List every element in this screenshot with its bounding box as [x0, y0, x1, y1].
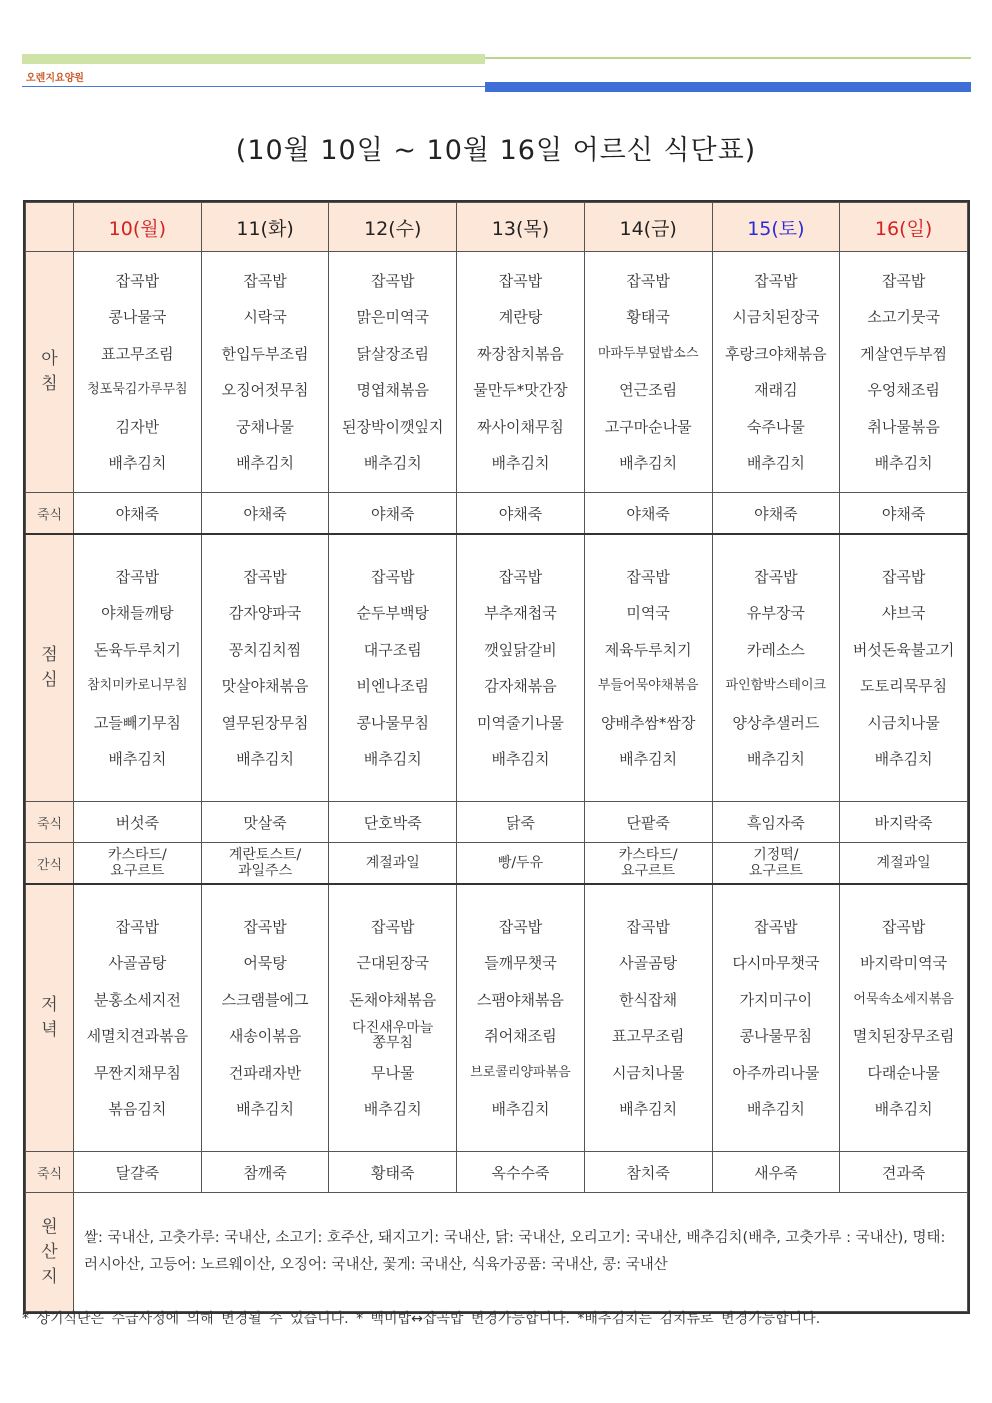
menu-item: 콩나물무침	[356, 713, 429, 732]
menu-item: 표고무조림	[611, 1027, 685, 1045]
breakfast_porridge-cell: 야채죽	[329, 493, 457, 535]
footnote: * 상기식단은 수급사정에 의해 변경될 수 있습니다. * 백미밥↔잡곡밥 변경가능합니다. *배추김치는 김치류로 변경가능합니다.	[22, 1311, 821, 1327]
menu-item: 배추김치	[363, 454, 422, 472]
menu-item: 근대된장국	[356, 954, 429, 972]
menu-item: 잡곡밥	[371, 917, 415, 936]
menu-item: 비엔나조림	[356, 677, 429, 695]
breakfast-cell	[840, 252, 968, 493]
menu-item: 돈육두루치기	[93, 640, 181, 659]
menu-item: 배추김치	[619, 454, 678, 472]
dinner-cell	[201, 884, 329, 1152]
lunch_porridge-cell: 바지락죽	[840, 802, 968, 843]
dinner-cell	[584, 884, 712, 1152]
menu-item: 잡곡밥	[881, 567, 926, 586]
day-header: 15(토)	[712, 203, 840, 252]
menu-item: 다래순나물	[867, 1063, 940, 1082]
dinner-cell	[457, 884, 585, 1152]
menu-item: 미역줄기나물	[476, 713, 564, 732]
dinner_porridge-cell: 황태죽	[329, 1152, 457, 1193]
day-header: 10(월)	[74, 203, 202, 252]
breakfast_porridge-cell: 야채죽	[584, 493, 712, 535]
menu-item: 잡곡밥	[243, 917, 287, 936]
menu-item: 고들빼기무침	[93, 713, 181, 732]
menu-item: 잡곡밥	[626, 271, 670, 290]
dinner_porridge-cell: 견과죽	[840, 1152, 968, 1193]
snack-cell	[201, 843, 329, 885]
menu-item: 잡곡밥	[754, 567, 798, 586]
menu-item: 다진새우마늘 쫑무침	[352, 1020, 434, 1052]
lunch-cell	[840, 534, 968, 802]
menu-item: 잡곡밥	[115, 271, 160, 290]
menu-item: 제육두루치기	[604, 640, 692, 659]
menu-item: 잡곡밥	[754, 271, 798, 290]
origin-row	[26, 1193, 968, 1312]
menu-item: 부추재첩국	[484, 604, 557, 622]
breakfast_porridge-row	[26, 493, 968, 535]
menu-item: 물만두*맛간장	[473, 381, 568, 399]
menu-item: 배추김치	[746, 1100, 805, 1118]
menu-item: 맑은미역국	[356, 308, 429, 326]
menu-item: 도토리묵무침	[860, 677, 948, 695]
breakfast-cell	[74, 252, 202, 493]
menu-item: 배추김치	[236, 454, 295, 472]
menu-table	[23, 200, 970, 1314]
menu-item: 한식잡채	[619, 990, 678, 1009]
menu-item: 깻잎닭갈비	[484, 640, 557, 659]
corner-cell	[26, 203, 74, 252]
menu-item: 취나물볶음	[867, 417, 940, 436]
menu-item: 감자채볶음	[484, 677, 557, 695]
lunch-cell	[201, 534, 329, 802]
menu-item: 배추김치	[746, 454, 805, 472]
menu-item: 분홍소세지전	[93, 990, 181, 1009]
lunch_porridge-cell: 단팥죽	[584, 802, 712, 843]
menu-item: 어묵탕	[243, 954, 287, 972]
menu-item: 배추김치	[236, 750, 295, 768]
breakfast-cell	[712, 252, 840, 493]
menu-item: 잡곡밥	[371, 567, 415, 586]
lunch_porridge-cell: 단호박죽	[329, 802, 457, 843]
row-label-dinner: 저 녁	[26, 884, 74, 1152]
menu-item: 명엽채볶음	[356, 381, 429, 399]
row-label-origin: 원 산 지	[26, 1193, 74, 1312]
row-label-breakfast: 아 침	[26, 252, 74, 493]
menu-item: 배추김치	[236, 1100, 295, 1118]
lunch_porridge-cell: 닭죽	[457, 802, 585, 843]
menu-item: 잡곡밥	[881, 917, 926, 936]
menu-item: 시금치나물	[611, 1063, 685, 1082]
snack-item: 계란토스트/	[228, 847, 302, 863]
menu-item: 김자반	[115, 417, 160, 436]
menu-item: 잡곡밥	[371, 271, 415, 290]
menu-item: 미역국	[626, 604, 670, 622]
header-green-bar	[22, 54, 485, 64]
menu-item: 꽁치김치찜	[228, 640, 302, 659]
menu-item: 멸치된장무조림	[852, 1027, 955, 1045]
snack-item: 계절과일	[876, 855, 931, 871]
menu-item: 잡곡밥	[243, 567, 287, 586]
snack-item: 요구르트	[110, 863, 165, 879]
menu-item: 배추김치	[491, 750, 550, 768]
menu-item: 시락국	[243, 308, 287, 326]
menu-item: 계란탕	[498, 308, 543, 326]
menu-item: 배추김치	[619, 1100, 678, 1118]
snack-item: 카스타드/	[618, 847, 678, 863]
menu-item: 스크램블에그	[221, 990, 309, 1009]
menu-item: 순두부백탕	[356, 604, 429, 622]
menu-item: 어묵속소세지볶음	[853, 991, 954, 1007]
row-label-snack: 간식	[26, 843, 74, 885]
menu-item: 양상추샐러드	[732, 713, 820, 732]
menu-item: 참치미카로니무침	[87, 678, 188, 693]
menu-item: 마파두부덮밥소스	[597, 345, 699, 361]
snack-cell	[840, 843, 968, 885]
menu-item: 열무된장무침	[221, 713, 309, 732]
snack-item: 기정떡/	[753, 847, 799, 863]
snack-cell	[457, 843, 585, 885]
dinner_porridge-cell: 참치죽	[584, 1152, 712, 1193]
menu-item: 돈채야채볶음	[349, 990, 437, 1009]
day-header: 11(화)	[201, 203, 329, 252]
snack-item: 카스타드/	[107, 847, 167, 863]
menu-item: 시금치나물	[867, 713, 940, 732]
snack-cell	[74, 843, 202, 885]
lunch-cell	[329, 534, 457, 802]
snack-cell	[712, 843, 840, 885]
day-header-row	[26, 203, 968, 252]
snack-item: 요구르트	[621, 863, 676, 879]
dinner_porridge-cell: 참깨죽	[201, 1152, 329, 1193]
menu-item: 무나물	[371, 1063, 415, 1082]
menu-item: 우엉채조림	[867, 381, 940, 399]
menu-item: 대구조림	[363, 640, 422, 659]
dinner-cell	[329, 884, 457, 1152]
menu-item: 후랑크야채볶음	[725, 344, 827, 363]
menu-item: 배추김치	[363, 750, 422, 768]
menu-item: 배추김치	[491, 1100, 550, 1118]
menu-item: 배추김치	[108, 750, 167, 768]
breakfast_porridge-cell: 야채죽	[201, 493, 329, 535]
menu-item: 잡곡밥	[498, 567, 543, 586]
menu-item: 콩나물국	[108, 308, 167, 326]
menu-item: 쥐어채조림	[484, 1027, 557, 1045]
snack-row	[26, 843, 968, 885]
lunch-cell	[457, 534, 585, 802]
snack-cell	[329, 843, 457, 885]
menu-item: 사골곰탕	[108, 954, 167, 972]
row-label-porridge: 죽식	[26, 802, 74, 843]
row-label-porridge: 죽식	[26, 1152, 74, 1193]
dinner_porridge-cell: 옥수수죽	[457, 1152, 585, 1193]
snack-item: 과일주스	[238, 863, 293, 879]
menu-item: 맛살야채볶음	[221, 677, 309, 695]
lunch_porridge-cell: 맛살죽	[201, 802, 329, 843]
snack-item: 계절과일	[365, 855, 420, 871]
menu-item: 건파래자반	[228, 1063, 302, 1082]
menu-item: 고구마순나물	[604, 417, 692, 436]
header-blue-line	[22, 86, 485, 87]
dinner-cell	[712, 884, 840, 1152]
menu-item: 잡곡밥	[115, 567, 160, 586]
menu-item: 배추김치	[874, 750, 933, 768]
menu-item: 버섯돈육불고기	[852, 640, 955, 659]
header-blue-bar	[485, 82, 971, 92]
menu-item: 콩나물무침	[739, 1027, 813, 1045]
page-title: (10월 10일 ~ 10월 16일 어르신 식단표)	[235, 135, 757, 166]
menu-item: 표고무조림	[101, 344, 174, 363]
menu-item: 짜장참치볶음	[476, 344, 564, 363]
menu-item: 바지락미역국	[860, 954, 948, 972]
header-green-line	[485, 57, 971, 59]
row-label-porridge: 죽식	[26, 493, 74, 535]
lunch-row	[26, 534, 968, 802]
menu-item: 잡곡밥	[881, 271, 926, 290]
menu-item: 잡곡밥	[115, 917, 160, 936]
header-logo: 오렌지요양원	[26, 73, 84, 84]
menu-item: 재래김	[754, 381, 798, 399]
menu-item: 카레소스	[746, 640, 805, 659]
menu-item: 오징어젓무침	[221, 381, 309, 399]
menu-item: 볶음김치	[108, 1100, 167, 1118]
menu-item: 짜사이채무침	[476, 417, 564, 436]
snack-cell	[584, 843, 712, 885]
menu-item: 숙주나물	[746, 417, 805, 436]
day-header: 12(수)	[329, 203, 457, 252]
origin-text: 쌀: 국내산, 고춧가루: 국내산, 소고기: 호주산, 돼지고기: 국내산, 닭: 국내산, 오리고기: 국내산, 배추김치(배추, 고춧가루 : 국내산), 명태: 러시아산, 고등어: 노르웨이산, 오징어: 국내산, 꽃게: 국내산, 식육가공품: 국내산, 콩: 국내산	[74, 1193, 968, 1312]
day-header: 16(일)	[840, 203, 968, 252]
menu-item: 연근조림	[619, 381, 678, 399]
menu-item: 시금치된장국	[732, 308, 820, 326]
menu-item: 감자양파국	[228, 604, 302, 622]
breakfast-row	[26, 252, 968, 493]
dinner-row	[26, 884, 968, 1152]
menu-item: 잡곡밥	[243, 271, 287, 290]
lunch-cell	[74, 534, 202, 802]
menu-item: 부들어묵야채볶음	[597, 678, 699, 693]
lunch_porridge-cell: 버섯죽	[74, 802, 202, 843]
dinner_porridge-cell: 달걀죽	[74, 1152, 202, 1193]
day-header: 14(금)	[584, 203, 712, 252]
dinner_porridge-row	[26, 1152, 968, 1193]
menu-item: 닭살장조림	[356, 344, 429, 363]
menu-item: 잡곡밥	[626, 917, 670, 936]
menu-item: 새송이볶음	[228, 1027, 302, 1045]
lunch-cell	[584, 534, 712, 802]
menu-item: 한입두부조림	[221, 344, 309, 363]
menu-item: 무짠지채무침	[93, 1063, 181, 1082]
menu-item: 샤브국	[881, 604, 926, 622]
menu-item: 청포묵김가루무침	[87, 382, 188, 397]
menu-item: 가지미구이	[739, 990, 813, 1009]
snack-item: 빵/두유	[497, 855, 544, 871]
dinner-cell	[840, 884, 968, 1152]
breakfast-cell	[201, 252, 329, 493]
menu-item: 브로콜리양파볶음	[470, 1064, 571, 1080]
menu-item: 배추김치	[746, 750, 805, 768]
menu-item: 소고기뭇국	[867, 308, 940, 326]
menu-item: 된장박이깻잎지	[342, 417, 444, 436]
day-header: 13(목)	[457, 203, 585, 252]
menu-item: 배추김치	[108, 454, 167, 472]
menu-item: 다시마무챗국	[732, 954, 820, 972]
menu-item: 잡곡밥	[626, 567, 670, 586]
menu-item: 사골곰탕	[619, 954, 678, 972]
menu-item: 배추김치	[619, 750, 678, 768]
row-label-lunch: 점 심	[26, 534, 74, 802]
lunch-cell	[712, 534, 840, 802]
menu-item: 황태국	[626, 308, 670, 326]
menu-item: 양배추쌈*쌈장	[600, 713, 696, 732]
menu-item: 잡곡밥	[498, 917, 543, 936]
lunch_porridge-cell: 흑임자죽	[712, 802, 840, 843]
menu-item: 세멸치견과볶음	[86, 1027, 189, 1045]
menu-item: 유부장국	[746, 604, 805, 622]
menu-item: 파인함박스테이크	[725, 678, 827, 693]
breakfast_porridge-cell: 야채죽	[712, 493, 840, 535]
lunch_porridge-row	[26, 802, 968, 843]
dinner-cell	[74, 884, 202, 1152]
menu-item: 아주까리나물	[732, 1063, 820, 1082]
menu-item: 잡곡밥	[498, 271, 543, 290]
menu-item: 배추김치	[874, 454, 933, 472]
dinner_porridge-cell: 새우죽	[712, 1152, 840, 1193]
menu-item: 배추김치	[491, 454, 550, 472]
menu-item: 배추김치	[874, 1100, 933, 1118]
snack-item: 요구르트	[748, 863, 803, 879]
menu-item: 궁채나물	[236, 417, 295, 436]
breakfast_porridge-cell: 야채죽	[74, 493, 202, 535]
menu-item: 게살연두부찜	[860, 344, 948, 363]
breakfast-cell	[457, 252, 585, 493]
breakfast-cell	[584, 252, 712, 493]
menu-item: 스팸야채볶음	[476, 990, 564, 1009]
breakfast-cell	[329, 252, 457, 493]
menu-item: 야채들깨탕	[101, 604, 174, 622]
menu-item: 배추김치	[363, 1100, 422, 1118]
menu-item: 들깨무챗국	[484, 954, 557, 972]
menu-item: 잡곡밥	[754, 917, 798, 936]
breakfast_porridge-cell: 야채죽	[840, 493, 968, 535]
breakfast_porridge-cell: 야채죽	[457, 493, 585, 535]
